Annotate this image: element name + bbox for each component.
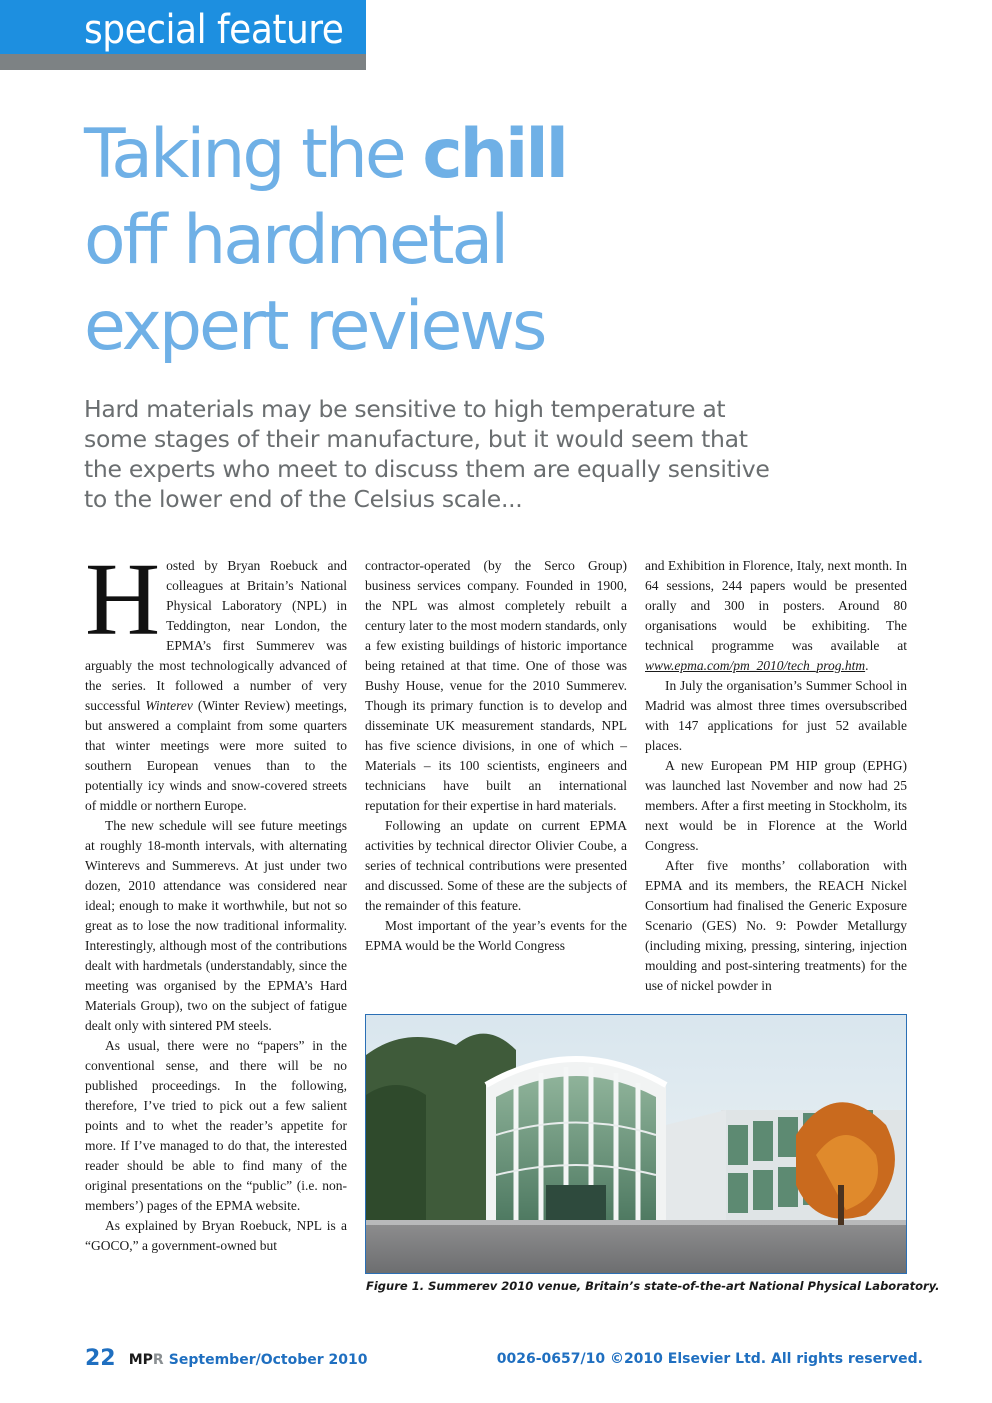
body-column-3 bbox=[645, 556, 907, 996]
section-label: special feature bbox=[84, 7, 344, 53]
paragraph: Following an update on current EPMA activities by technical director Olivier Coube, a series of technical contributions were presented and discussed. Some of these are the subjects of the remainder of this feature. bbox=[365, 818, 627, 913]
body-column-2 bbox=[365, 556, 627, 956]
footer-left bbox=[85, 1346, 367, 1371]
figure-npl-building-photo bbox=[365, 1014, 907, 1274]
paragraph: The new schedule will see future meetings at roughly 18-month intervals, with alternating Winterevs and Summerevs. At just under two dozen, 2010 attendance was considered near ideal; enough to make it worthwhile, but not so great as to lose the now traditional informality. Interestingly, although most of the contributions dealt with hardmetals (understandably, since the meeting was organised by the EPMA’s Hard Materials Group), two on the subject of fatigue dealt only with sintered PM steels. bbox=[85, 818, 347, 1033]
standfirst: Hard materials may be sensitive to high temperature at some stages of their manufacture, but it would seem that the experts who meet to discuss them are equally sensitive to the lower end of the Celsius scale... bbox=[84, 395, 770, 513]
paragraph: As explained by Bryan Roebuck, NPL is a “GOCO,” a government-owned but bbox=[85, 1218, 347, 1253]
building-illustration bbox=[366, 1015, 906, 1273]
title-line3: expert reviews bbox=[84, 287, 545, 366]
paragraph: A new European PM HIP group (EPHG) was launched last November and now had 25 members. After a first meeting in Stockholm, its next would be in Florence at the World Congress. bbox=[645, 758, 907, 853]
paragraph: Hosted by Bryan Roebuck and colleagues at Britain’s National Physical Laboratory (NPL) in Teddington, near London, the EPMA’s first Summerev was arguably the most technologically advanced of the series. It followed a number of very successful Winterev (Winter Review) meetings, but answered a complaint from some quarters that winter meetings were more suited to southern European venues than to the potentially icy winds and snow-covered streets of middle or northern Europe. bbox=[85, 542, 347, 813]
issue-date: September/October 2010 bbox=[168, 1352, 368, 1368]
paragraph: and Exhibition in Florence, Italy, next month. In 64 sessions, 244 papers would be presented orally and 300 in posters. Around 80 organisations would be exhibiting. The technical programme was available at www.epma.com/pm_2010/tech_prog.htm. bbox=[645, 558, 907, 673]
epma-programme-link[interactable]: www.epma.com/pm_2010/tech_prog.htm bbox=[645, 658, 866, 673]
paragraph: contractor-operated (by the Serco Group) business services company. Founded in 1900, the NPL was almost completely rebuilt a century later to the most modern standards, only a few existing buildings of historic importance being retained at that time. One of those was Bushy House, venue for the 2010 Summerev. Though its primary function is to develop and disseminate UK measurement standards, NPL has five science divisions, in one of which – Materials – its 100 scientists, engineers and technicians have built an international reputation for their expertise in hard materials. bbox=[365, 558, 627, 813]
paragraph: Most important of the year’s events for the EPMA would be the World Congress bbox=[365, 918, 627, 953]
body-column-1 bbox=[85, 542, 347, 1256]
paragraph: In July the organisation’s Summer School in Madrid was almost three times oversubscribed with 147 applications for just 52 available places. bbox=[645, 678, 907, 753]
journal-logo: MPR bbox=[128, 1352, 164, 1368]
title-line1-light: Taking the bbox=[84, 115, 423, 194]
title-line1-bold: chill bbox=[422, 115, 566, 194]
page-number: 22 bbox=[85, 1346, 116, 1371]
section-banner bbox=[0, 0, 366, 70]
copyright-notice: 0026-0657/10 ©2010 Elsevier Ltd. All rights reserved. bbox=[496, 1351, 923, 1367]
paragraph: As usual, there were no “papers” in the conventional sense, and there will be no published proceedings. In the following, therefore, I’ve tried to pick out a few salient points and to whet the reader’s appetite for more. If I’ve managed to do that, the interested reader should be able to find many of the original presentations on the “public” (i.e. non-members’) pages of the EPMA website. bbox=[85, 1038, 347, 1213]
winterev-italic: Winterev bbox=[145, 698, 193, 713]
banner-grey-band bbox=[0, 54, 366, 70]
paragraph: After five months’ collaboration with EPMA and its members, the REACH Nickel Consortium had finalised the Generic Exposure Scenario (GES) No. 9: Powder Metallurgy (including mixing, pressing, sintering, injection moulding and post-sintering treatments) for the use of nickel powder in bbox=[645, 858, 907, 993]
drop-cap: H bbox=[85, 542, 161, 657]
title-line2: off hardmetal bbox=[84, 201, 507, 280]
article-title bbox=[84, 112, 784, 370]
figure-caption: Figure 1. Summerev 2010 venue, Britain’s state-of-the-art National Physical Laboratory. bbox=[366, 1279, 940, 1293]
